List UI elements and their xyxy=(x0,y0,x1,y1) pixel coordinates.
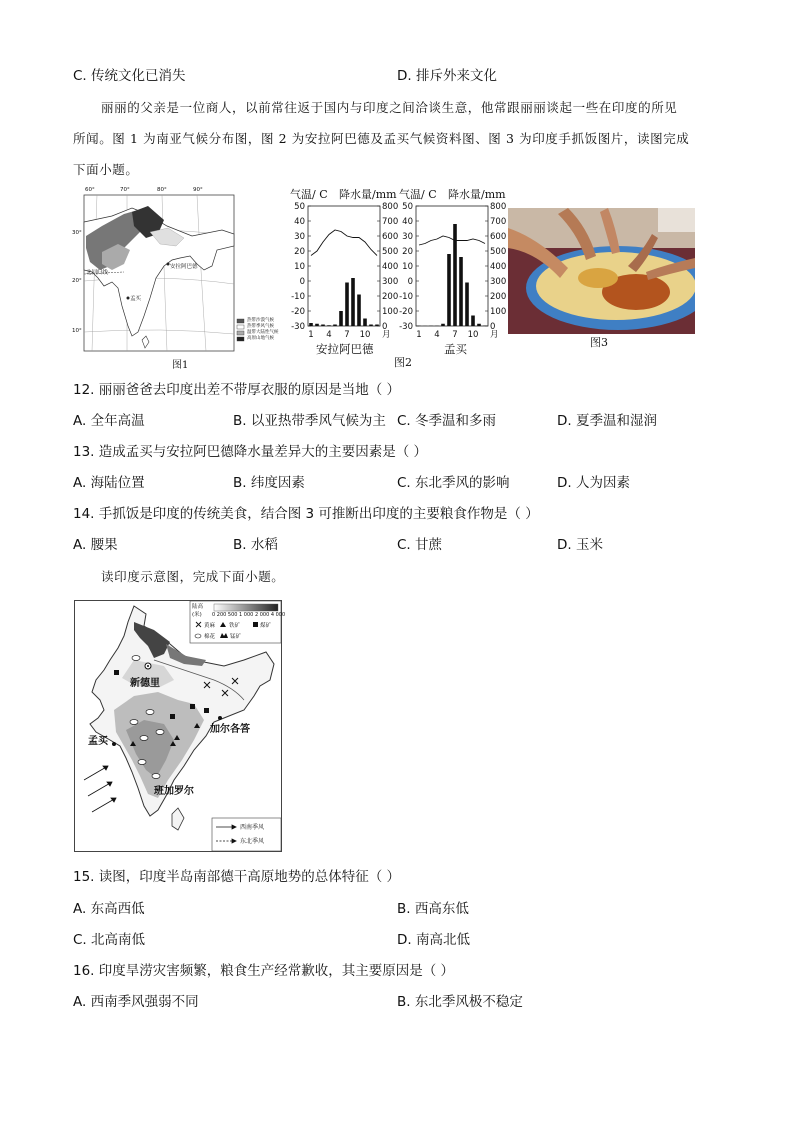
q16-option-b: B. 东北季风极不稳定 xyxy=(397,994,523,1010)
precip-tick-label: 500 xyxy=(382,247,399,257)
temp-tick-label: 40 xyxy=(402,217,413,227)
india-relief-map xyxy=(74,600,282,852)
q15-option-b: B. 西高东低 xyxy=(397,901,469,917)
lon-label: 70° xyxy=(120,187,130,193)
intro-line-3: 下面小题。 xyxy=(73,162,139,177)
elevation-legend-unit: (米) xyxy=(192,612,202,618)
precip-tick-label: 0 xyxy=(490,322,496,332)
temp-tick-label: -20 xyxy=(291,307,305,317)
temp-tick-label: -30 xyxy=(399,322,413,332)
plot-frame xyxy=(416,206,488,326)
temp-tick-label: 10 xyxy=(402,262,413,272)
month-tick-label: 7 xyxy=(452,330,458,340)
precip-bar xyxy=(327,325,331,326)
month-tick-label: 10 xyxy=(467,330,479,340)
precip-tick-label: 600 xyxy=(382,232,399,242)
q12-stem: 12. 丽丽爸爸去印度出差不带厚衣服的原因是当地（ ） xyxy=(73,382,401,398)
precip-bar xyxy=(345,283,349,327)
tropic-label: 北回归线 xyxy=(86,270,109,276)
q12-option-b: B. 以亚热带季风气候为主 xyxy=(233,413,386,429)
legend-ne-monsoon: 东北季风 xyxy=(240,838,265,845)
legend-iron: 铁矿 xyxy=(229,623,241,629)
temp-tick-label: -30 xyxy=(291,322,305,332)
lat-label: 20° xyxy=(72,278,82,284)
precip-tick-label: 700 xyxy=(382,217,399,227)
city-mumbai: 孟买 xyxy=(88,736,108,747)
temp-tick-label: 30 xyxy=(402,232,413,242)
month-tick-label: 7 xyxy=(344,330,350,340)
precip-tick-label: 800 xyxy=(382,202,399,212)
q14-option-a: A. 腰果 xyxy=(73,537,118,553)
precip-tick-label: 800 xyxy=(490,202,507,212)
q13-option-a: A. 海陆位置 xyxy=(73,475,145,491)
legend-coal: 煤矿 xyxy=(260,623,272,629)
lat-label: 30° xyxy=(72,230,82,236)
q16-stem: 16. 印度旱涝灾害频繁，粮食生产经常歉收，其主要原因是（ ） xyxy=(73,963,455,979)
precip-axis-label: 降水量/mm xyxy=(339,188,397,201)
precip-axis-label: 降水量/mm xyxy=(448,188,506,201)
precip-bar xyxy=(321,325,325,327)
precip-tick-label: 100 xyxy=(490,307,507,317)
temp-tick-label: 50 xyxy=(402,202,413,212)
temp-tick-label: -10 xyxy=(291,292,305,302)
temp-tick-label: 50 xyxy=(294,202,305,212)
precip-bar xyxy=(471,316,475,327)
allahabad-label: 安拉阿巴德 xyxy=(170,264,198,270)
temp-axis-label: 气温/ C xyxy=(399,188,437,201)
temp-tick-label: 30 xyxy=(294,232,305,242)
month-tick-label: 1 xyxy=(308,330,314,340)
precip-bar xyxy=(477,324,481,326)
q13-stem: 13. 造成孟买与安拉阿巴德降水量差异大的主要因素是（ ） xyxy=(73,444,428,460)
climate-charts xyxy=(286,200,508,360)
legend-item: 热带沙漠气候 xyxy=(247,318,274,323)
legend-item: 热带季风气候 xyxy=(247,324,274,329)
legend-cotton: 棉花 xyxy=(204,634,216,640)
lon-label: 90° xyxy=(193,187,203,193)
precip-tick-label: 400 xyxy=(382,262,399,272)
precip-tick-label: 0 xyxy=(382,322,388,332)
q13-option-c: C. 东北季风的影响 xyxy=(397,475,510,491)
precip-bar xyxy=(339,311,343,326)
precip-bar xyxy=(351,278,355,326)
q12-option-a: A. 全年高温 xyxy=(73,413,145,429)
figure-3-caption: 图3 xyxy=(590,336,608,349)
temp-axis-label: 气温/ C xyxy=(290,188,328,201)
q14-option-c: C. 甘蔗 xyxy=(397,537,443,553)
month-axis-label: 月 xyxy=(490,330,499,340)
q15-option-c: C. 北高南低 xyxy=(73,932,146,948)
mumbai-label: 孟买 xyxy=(130,296,142,302)
option-c: C. 传统文化已消失 xyxy=(73,68,186,84)
city-kolkata: 加尔各答 xyxy=(210,724,250,735)
precip-bar xyxy=(369,325,373,327)
temp-tick-label: 10 xyxy=(294,262,305,272)
lon-label: 60° xyxy=(85,187,95,193)
intro-line-1: 丽丽的父亲是一位商人，以前常往返于国内与印度之间洽谈生意，他常跟丽丽谈起一些在印度的所见 xyxy=(101,100,678,115)
q15-option-d: D. 南高北低 xyxy=(397,932,470,948)
hand-rice-photo xyxy=(508,208,695,334)
precip-tick-label: 300 xyxy=(490,277,507,287)
legend-item: 高原山地气候 xyxy=(247,336,274,341)
figure-1-caption: 图1 xyxy=(172,360,189,371)
precip-tick-label: 400 xyxy=(490,262,507,272)
south-asia-climate-map xyxy=(72,186,290,372)
precip-bar xyxy=(315,324,319,326)
temp-tick-label: 20 xyxy=(402,247,413,257)
city-new-delhi: 新德里 xyxy=(130,678,160,689)
figure-2 xyxy=(286,186,508,372)
precip-tick-label: 200 xyxy=(490,292,507,302)
month-tick-label: 10 xyxy=(359,330,371,340)
figure-1 xyxy=(72,186,290,372)
month-axis-label: 月 xyxy=(382,330,391,340)
precip-bar xyxy=(333,325,337,327)
precip-tick-label: 500 xyxy=(490,247,507,257)
q16-option-a: A. 西南季风强弱不同 xyxy=(73,994,199,1010)
temp-tick-label: 0 xyxy=(407,277,413,287)
month-tick-label: 4 xyxy=(326,330,332,340)
q15-stem: 15. 读图，印度半岛南部德干高原地势的总体特征（ ） xyxy=(73,869,401,885)
temp-tick-label: 40 xyxy=(294,217,305,227)
precip-bar xyxy=(453,224,457,326)
precip-tick-label: 700 xyxy=(490,217,507,227)
india-map xyxy=(74,600,286,852)
q15-option-a: A. 东高西低 xyxy=(73,901,145,917)
q13-option-d: D. 人为因素 xyxy=(557,475,630,491)
precip-tick-label: 300 xyxy=(382,277,399,287)
temp-tick-label: 0 xyxy=(299,277,305,287)
precip-bar xyxy=(447,254,451,326)
q13-option-b: B. 纬度因素 xyxy=(233,475,305,491)
city-bangalore: 班加罗尔 xyxy=(154,786,194,797)
precip-tick-label: 200 xyxy=(382,292,399,302)
q12-option-d: D. 夏季温和湿润 xyxy=(557,413,657,429)
legend-manganese: 锰矿 xyxy=(230,634,242,640)
intro-paragraph xyxy=(73,92,733,185)
precip-bar xyxy=(465,283,469,327)
temp-tick-label: -10 xyxy=(399,292,413,302)
legend-item: 温带大陆性气候 xyxy=(247,330,279,335)
option-d: D. 排斥外来文化 xyxy=(397,68,497,84)
q12-option-c: C. 冬季温和多雨 xyxy=(397,413,497,429)
legend-jute: 黄麻 xyxy=(204,623,216,629)
month-tick-label: 4 xyxy=(434,330,440,340)
precip-bar xyxy=(441,324,445,326)
figure-3 xyxy=(508,208,695,348)
temp-tick-label: -20 xyxy=(399,307,413,317)
station-label-mumbai: 孟买 xyxy=(444,342,467,356)
precip-bar xyxy=(375,325,379,327)
q14-option-b: B. 水稻 xyxy=(233,537,278,553)
elevation-legend-title: 陆高 xyxy=(192,604,204,610)
precip-tick-label: 100 xyxy=(382,307,399,317)
intro2: 读印度示意图，完成下面小题。 xyxy=(101,569,285,584)
plot-frame xyxy=(308,206,380,326)
elevation-ticks: 0 200 500 1 000 2 000 4 000 xyxy=(212,612,286,618)
legend-sw-monsoon: 西南季风 xyxy=(240,824,265,831)
precip-tick-label: 600 xyxy=(490,232,507,242)
temp-tick-label: 20 xyxy=(294,247,305,257)
q14-stem: 14. 手抓饭是印度的传统美食，结合图 3 可推断出印度的主要粮食作物是（ ） xyxy=(73,506,539,522)
precip-bar xyxy=(357,295,361,327)
lat-label: 10° xyxy=(72,328,82,334)
station-label-allahabad: 安拉阿巴德 xyxy=(316,342,374,356)
precip-bar xyxy=(459,257,463,326)
month-tick-label: 1 xyxy=(416,330,422,340)
precip-bar xyxy=(363,319,367,327)
intro-line-2: 所闻。图 1 为南亚气候分布图，图 2 为安拉阿巴德及孟买气候资料图、图 3 为印度手抓饭图片，读图完成 xyxy=(73,131,690,146)
q14-option-d: D. 玉米 xyxy=(557,537,603,553)
precip-bar xyxy=(309,323,313,326)
climate-legend xyxy=(247,318,279,342)
lon-label: 80° xyxy=(157,187,167,193)
figure-2-caption: 图2 xyxy=(394,356,412,369)
